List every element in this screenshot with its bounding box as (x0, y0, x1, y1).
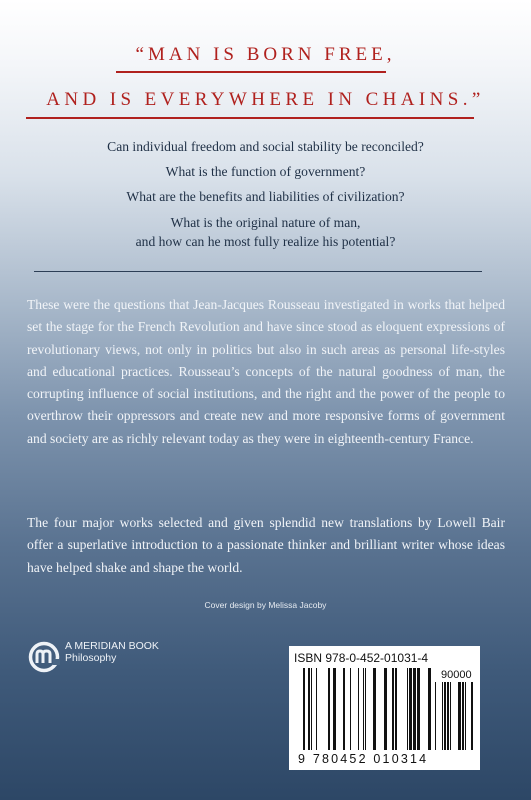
quote-line-1: “MAN IS BORN FREE, (135, 44, 396, 65)
description-paragraph-1: These were the questions that Jean-Jacques Rousseau investigated in works that helped set the stage for the French Revolution and have since stood as eloquent expressions of revolutionary views, not only in politics but also in such areas as personal life-styles and educational practices. Rousseau’s concepts of the natural goodness of man, the corrupting influence of social institutions, and the right and the power of the people to overthrow their oppressors and create new and more responsive forms of government and society are as richly relevant today as they were in eighteenth-century France. (27, 297, 505, 446)
publisher-imprint (65, 640, 159, 664)
question-1: Can individual freedom and social stability be reconciled? (107, 139, 424, 154)
isbn-label: ISBN 978-0-452-01031-4 (294, 651, 429, 665)
quote-underline-2 (26, 117, 474, 119)
meridian-m-logo-icon (28, 641, 60, 673)
barcode-digits: 9 780452 010314 (298, 752, 429, 766)
question-5: and how can he most fully realize his potential? (135, 234, 396, 249)
question-3: What are the benefits and liabilities of civilization? (126, 189, 405, 204)
cover-design-credit: Cover design by Melissa Jacoby (204, 600, 327, 610)
description-paragraph-2: The four major works selected and given splendid new translations by Lowell Bair offer a superlative introduction to a passionate thinker and brilliant writer whose ideas have helped shake and shape the world. (27, 515, 505, 575)
imprint-line-1: A MERIDIAN BOOK (65, 640, 159, 652)
section-divider (34, 271, 482, 272)
question-4: What is the original nature of man, (170, 215, 361, 230)
quote-line-2: AND IS EVERYWHERE IN CHAINS.” (46, 89, 485, 110)
question-2: What is the function of government? (165, 164, 366, 179)
imprint-line-2: Philosophy (65, 652, 117, 664)
isbn-addon-number: 90000 (441, 669, 472, 681)
isbn-barcode (289, 646, 480, 770)
quote-underline-1 (116, 71, 386, 73)
